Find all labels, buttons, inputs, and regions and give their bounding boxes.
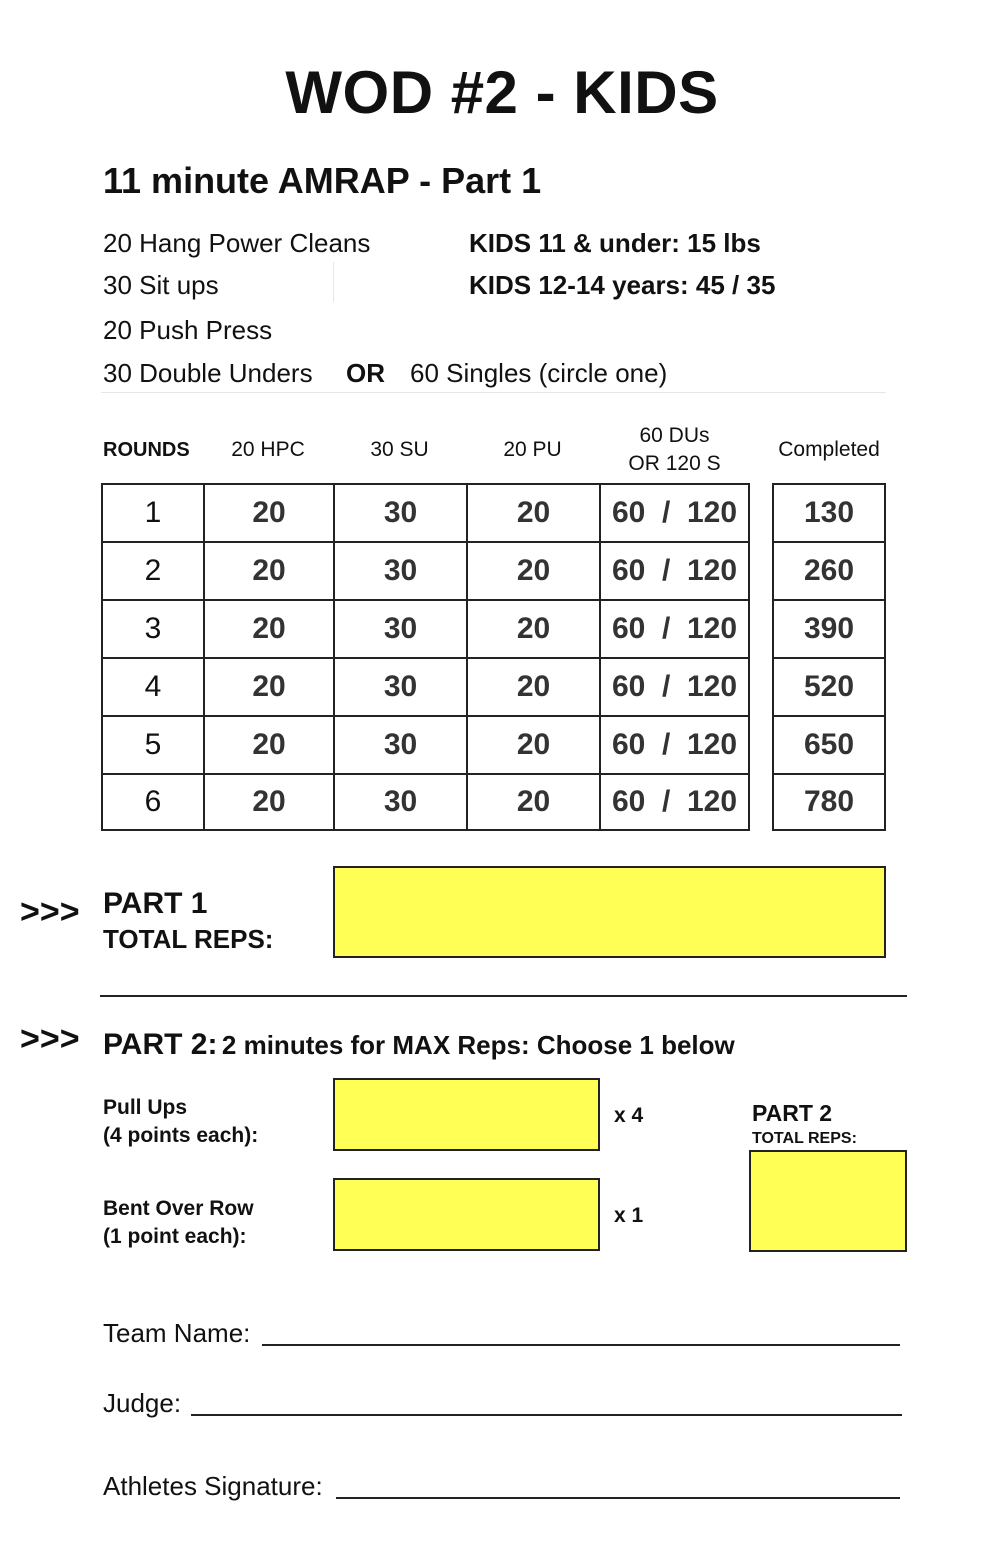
part1-label: PART 1 (103, 887, 208, 920)
cell-hpc: 20 (203, 715, 333, 773)
cell-pu: 20 (466, 773, 599, 831)
weight-kids-12-14: KIDS 12-14 years: 45 / 35 (469, 270, 776, 300)
movement-push-press: 20 Push Press (103, 315, 273, 345)
part1-arrow: >>> (20, 893, 80, 931)
cell-hpc: 20 (203, 599, 333, 657)
header-du-line1: 60 DUs (639, 424, 710, 447)
page-title: WOD #2 - KIDS (285, 59, 719, 126)
section-divider (100, 995, 907, 997)
cell-su: 30 (333, 541, 466, 599)
cell-completed: 390 (772, 599, 886, 657)
faint-divider (333, 262, 334, 302)
header-rounds: ROUNDS (103, 439, 190, 461)
cell-round: 3 (101, 599, 203, 657)
cell-hpc: 20 (203, 657, 333, 715)
cell-pu: 20 (466, 657, 599, 715)
cell-round: 4 (101, 657, 203, 715)
cell-su: 30 (333, 773, 466, 831)
workout-subtitle: 11 minute AMRAP - Part 1 (103, 160, 542, 201)
part1-total-reps-box[interactable] (333, 866, 886, 958)
pull-ups-label: Pull Ups (103, 1096, 188, 1119)
part2-heading-text: 2 minutes for MAX Reps: Choose 1 below (221, 1030, 735, 1060)
athlete-signature-field[interactable] (336, 1497, 900, 1499)
bent-over-row-points: (1 point each): (103, 1225, 247, 1248)
cell-pu: 20 (466, 715, 599, 773)
cell-round: 6 (101, 773, 203, 831)
bent-over-row-label: Bent Over Row (103, 1197, 254, 1220)
cell-su: 30 (333, 599, 466, 657)
part2-heading-label: PART 2: (103, 1028, 218, 1061)
cell-completed: 650 (772, 715, 886, 773)
cell-completed: 780 (772, 773, 886, 831)
part1-total-reps-label: TOTAL REPS: (103, 924, 274, 954)
cell-du: 60 / 120 (599, 773, 750, 831)
header-pu: 20 PU (503, 438, 562, 461)
pull-ups-multiplier: x 4 (614, 1104, 644, 1127)
cell-su: 30 (333, 483, 466, 541)
team-name-label: Team Name: (103, 1318, 251, 1348)
cell-du: 60 / 120 (599, 541, 750, 599)
cell-round: 5 (101, 715, 203, 773)
singles-option: 60 Singles (circle one) (410, 358, 668, 388)
cell-pu: 20 (466, 599, 599, 657)
cell-hpc: 20 (203, 483, 333, 541)
faint-divider (101, 392, 886, 393)
weight-kids-11-under: KIDS 11 & under: 15 lbs (469, 228, 761, 258)
judge-label: Judge: (103, 1388, 182, 1418)
cell-round: 1 (101, 483, 203, 541)
part2-total-label: PART 2 (752, 1100, 833, 1126)
cell-su: 30 (333, 657, 466, 715)
cell-du: 60 / 120 (599, 715, 750, 773)
part2-total-reps-label: TOTAL REPS: (752, 1130, 857, 1147)
header-su: 30 SU (370, 438, 429, 461)
cell-du: 60 / 120 (599, 657, 750, 715)
judge-field[interactable] (191, 1414, 902, 1416)
pull-ups-reps-box[interactable] (333, 1078, 600, 1151)
cell-pu: 20 (466, 541, 599, 599)
cell-su: 30 (333, 715, 466, 773)
team-name-field[interactable] (262, 1344, 900, 1346)
header-du-line2: OR 120 S (628, 452, 721, 475)
part2-arrow: >>> (20, 1020, 80, 1058)
cell-hpc: 20 (203, 773, 333, 831)
movement-sit-ups: 30 Sit ups (103, 270, 219, 300)
cell-completed: 260 (772, 541, 886, 599)
movement-double-unders: 30 Double Unders (103, 358, 313, 388)
movement-hang-power-cleans: 20 Hang Power Cleans (103, 228, 371, 258)
cell-completed: 520 (772, 657, 886, 715)
part2-heading (103, 1028, 735, 1062)
cell-completed: 130 (772, 483, 886, 541)
or-label: OR (346, 358, 385, 388)
bent-over-row-reps-box[interactable] (333, 1178, 600, 1251)
cell-round: 2 (101, 541, 203, 599)
cell-hpc: 20 (203, 541, 333, 599)
pull-ups-points: (4 points each): (103, 1124, 259, 1147)
header-completed: Completed (778, 438, 880, 461)
cell-du: 60 / 120 (599, 599, 750, 657)
athlete-signature-label: Athletes Signature: (103, 1471, 323, 1501)
bent-over-row-multiplier: x 1 (614, 1204, 644, 1227)
header-hpc: 20 HPC (231, 438, 305, 461)
cell-du: 60 / 120 (599, 483, 750, 541)
part2-total-reps-box[interactable] (749, 1150, 907, 1252)
cell-pu: 20 (466, 483, 599, 541)
